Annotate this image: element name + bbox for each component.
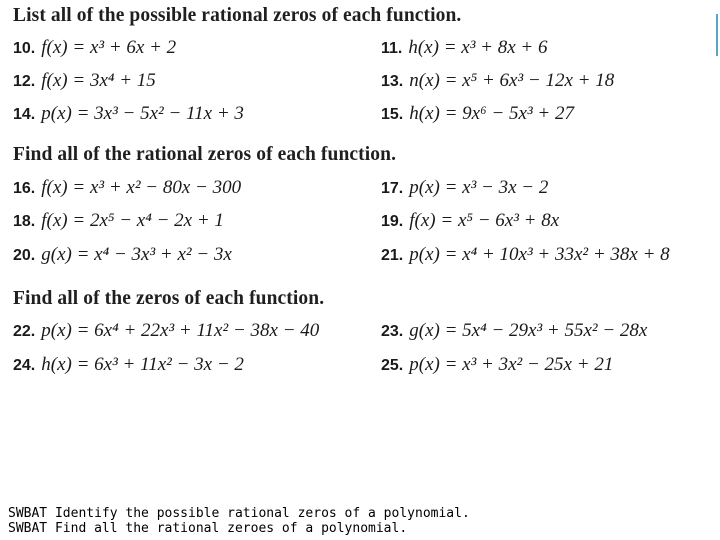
problem-expression: g(x) = x⁴ − 3x³ + x² − 3x: [41, 244, 232, 265]
problem-12: [13, 70, 156, 93]
problem-expression: h(x) = x³ + 8x + 6: [408, 37, 548, 58]
accent-bar: [716, 14, 718, 56]
problem-24: [13, 354, 244, 377]
problem-10: [13, 37, 176, 60]
problem-17: [381, 177, 548, 200]
objectives-footer: [8, 506, 470, 536]
problem-expression: f(x) = x³ + x² − 80x − 300: [41, 177, 242, 198]
problem-expression: f(x) = 3x⁴ + 15: [41, 70, 156, 91]
problem-16: [13, 177, 241, 200]
problem-number: 14.: [13, 106, 36, 123]
problem-expression: f(x) = 2x⁵ − x⁴ − 2x + 1: [41, 210, 224, 231]
problem-13: [381, 70, 614, 93]
problem-expression: f(x) = x³ + 6x + 2: [41, 37, 177, 58]
problem-expression: p(x) = 6x⁴ + 22x³ + 11x² − 38x − 40: [41, 320, 320, 341]
section-heading-all-zeros: Find all of the zeros of each function.: [13, 288, 325, 309]
objective-line: SWBAT Identify the possible rational zeros of a polynomial.: [8, 506, 470, 521]
problem-18: [13, 210, 224, 233]
problem-14: [13, 103, 244, 126]
problem-expression: p(x) = x⁴ + 10x³ + 33x² + 38x + 8: [409, 244, 670, 265]
problem-22: [13, 320, 319, 343]
problem-number: 18.: [13, 213, 36, 230]
problem-number: 15.: [381, 106, 404, 123]
objective-line: SWBAT Find all the rational zeroes of a polynomial.: [8, 521, 408, 536]
problem-21: [381, 244, 670, 267]
problem-number: 11.: [381, 40, 403, 57]
problem-number: 17.: [381, 180, 404, 197]
problem-expression: g(x) = 5x⁴ − 29x³ + 55x² − 28x: [409, 320, 648, 341]
problem-19: [381, 210, 559, 233]
problem-number: 19.: [381, 213, 404, 230]
problem-number: 10.: [13, 40, 36, 57]
problem-number: 21.: [381, 247, 404, 264]
problem-expression: h(x) = 9x⁶ − 5x³ + 27: [409, 103, 574, 124]
problem-number: 20.: [13, 247, 36, 264]
problem-15: [381, 103, 574, 126]
problem-expression: f(x) = x⁵ − 6x³ + 8x: [409, 210, 560, 231]
problem-number: 12.: [13, 73, 36, 90]
problem-expression: n(x) = x⁵ + 6x³ − 12x + 18: [409, 70, 615, 91]
problem-25: [381, 354, 613, 377]
problem-20: [13, 244, 232, 267]
problem-number: 25.: [381, 357, 404, 374]
problem-number: 23.: [381, 323, 404, 340]
problem-23: [381, 320, 647, 343]
problem-expression: p(x) = x³ + 3x² − 25x + 21: [409, 354, 614, 375]
problem-number: 13.: [381, 73, 404, 90]
problem-expression: p(x) = 3x³ − 5x² − 11x + 3: [41, 103, 244, 124]
problem-expression: p(x) = x³ − 3x − 2: [409, 177, 549, 198]
problem-expression: h(x) = 6x³ + 11x² − 3x − 2: [41, 354, 244, 375]
problem-number: 16.: [13, 180, 36, 197]
section-heading-rational-zeros: Find all of the rational zeros of each function.: [13, 144, 397, 165]
problem-number: 24.: [13, 357, 36, 374]
problem-11: [381, 37, 547, 60]
section-heading-possible-rational-zeros: List all of the possible rational zeros of each function.: [13, 5, 462, 26]
problem-number: 22.: [13, 323, 36, 340]
